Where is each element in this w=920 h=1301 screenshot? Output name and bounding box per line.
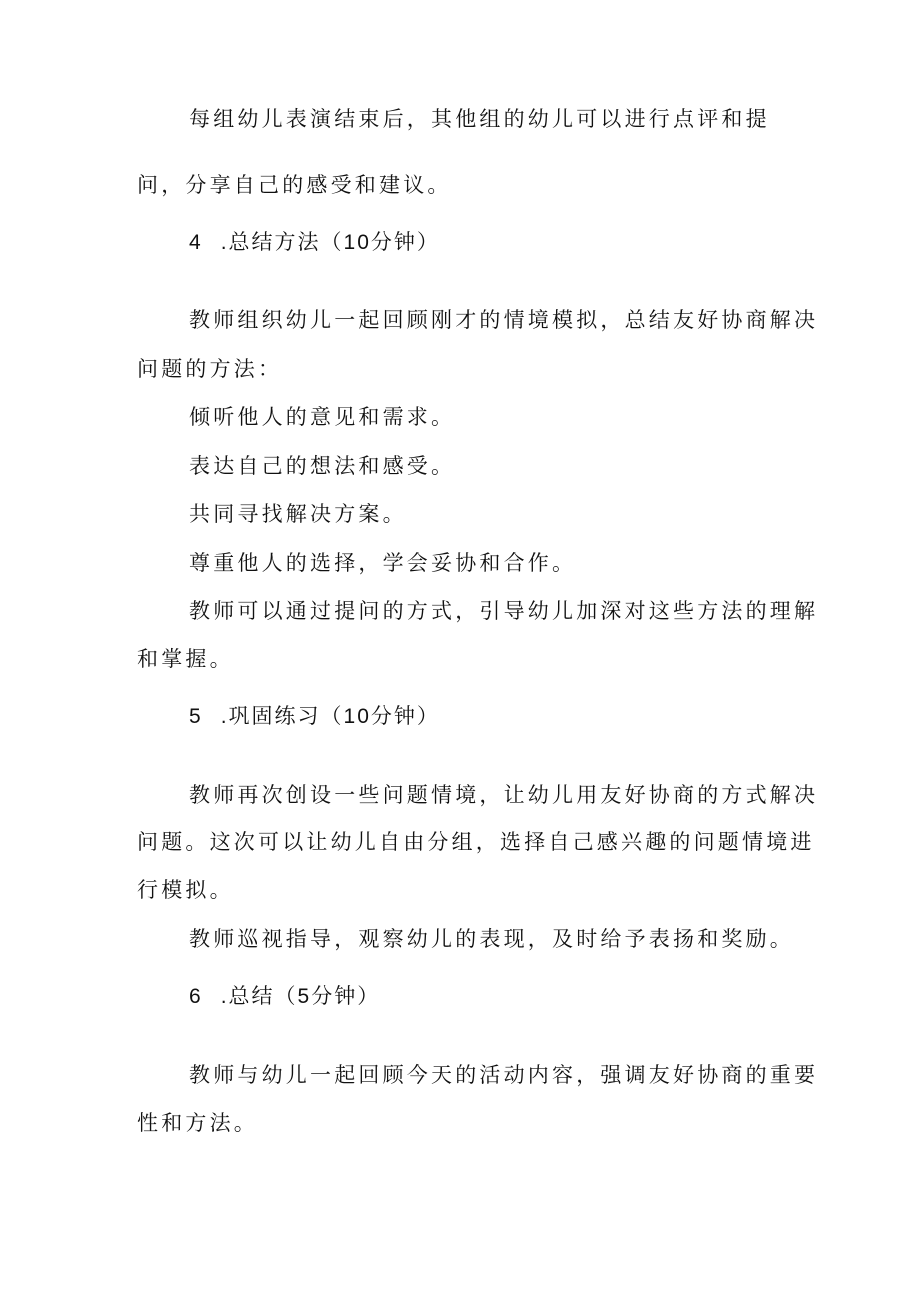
paragraph-line: 每组幼儿表演结束后，其他组的幼儿可以进行点评和提: [189, 107, 770, 131]
section-heading-5: [0, 702, 920, 732]
paragraph-line: 问，分享自己的感受和建议。: [137, 173, 452, 197]
paragraph-line: 教师与幼儿一起回顾今天的活动内容，强调友好协商的重要: [189, 1063, 819, 1087]
section-title: .巩固练习（10分钟）: [220, 705, 440, 728]
paragraph-line: 性和方法。: [137, 1111, 258, 1135]
paragraph-line: 教师再次创设一些问题情境，让幼儿用友好协商的方式解决: [189, 783, 819, 807]
list-item: 倾听他人的意见和需求。: [189, 405, 456, 429]
section-title: .总结（5分钟）: [220, 985, 381, 1008]
section-number: 4: [189, 231, 203, 254]
section-number: 6: [189, 985, 203, 1008]
section-heading-6: [0, 982, 920, 1012]
paragraph-line: 教师可以通过提问的方式，引导幼儿加深对这些方法的理解: [189, 599, 819, 623]
section-title: .总结方法（10分钟）: [220, 231, 440, 254]
list-item: 表达自己的想法和感受。: [189, 454, 456, 478]
paragraph-line: 问题。这次可以让幼儿自由分组，选择自己感兴趣的问题情境进: [137, 830, 815, 854]
paragraph-line: 教师组织幼儿一起回顾刚才的情境模拟，总结友好协商解决: [189, 308, 819, 332]
paragraph-line: 行模拟。: [137, 878, 234, 902]
paragraph-line: 教师巡视指导，观察幼儿的表现，及时给予表扬和奖励。: [189, 927, 794, 951]
paragraph-line: 和掌握。: [137, 647, 234, 671]
section-heading-4: [0, 228, 920, 258]
list-item: 共同寻找解决方案。: [189, 502, 407, 526]
list-item: 尊重他人的选择，学会妥协和合作。: [189, 551, 577, 575]
paragraph-line: 问题的方法：: [137, 357, 283, 381]
section-number: 5: [189, 705, 203, 728]
